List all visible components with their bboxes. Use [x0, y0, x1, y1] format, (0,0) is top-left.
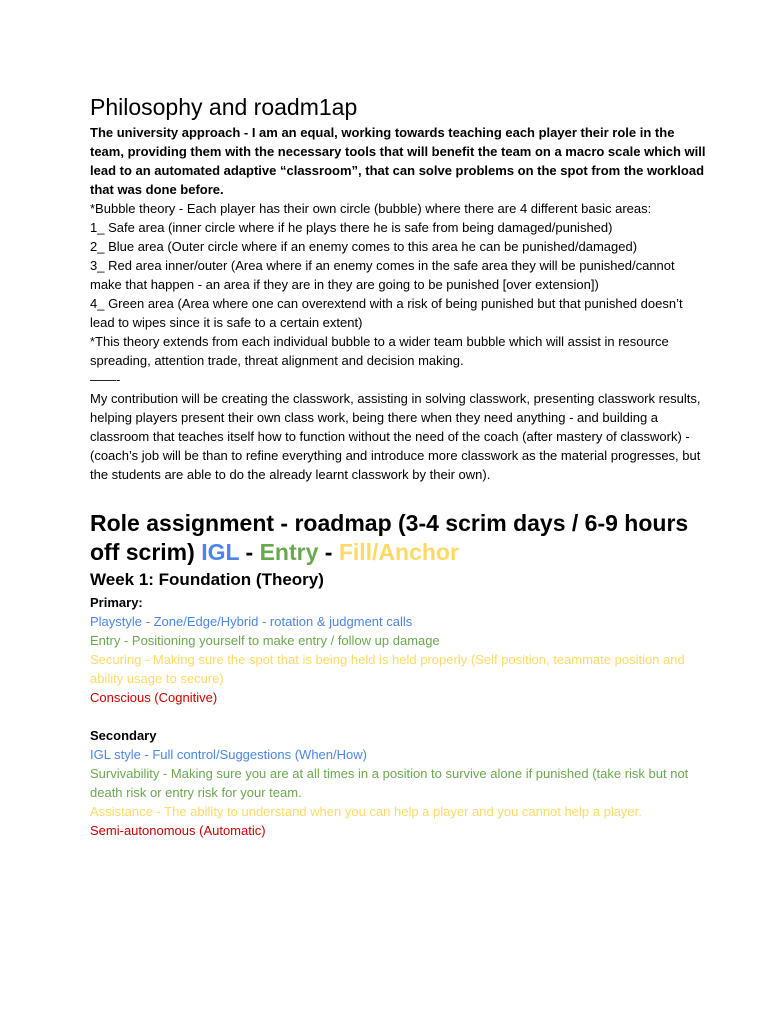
role-separator: -	[318, 539, 339, 565]
section-divider: ——-	[90, 372, 121, 387]
secondary-entry-item: Survivability - Making sure you are at all times in a position to survive alone if punished (take risk but not death risk or entry risk for your team.	[90, 766, 689, 800]
secondary-heading: Secondary	[90, 728, 157, 743]
role-heading-text: Role assignment - roadmap (3-4 scrim days / 6-9 hours off scrim)	[90, 510, 689, 565]
safe-area-item: 1_ Safe area (inner circle where if he plays there he is safe from being damaged/punished)	[90, 220, 613, 235]
role-assignment-section	[90, 509, 708, 840]
primary-heading: Primary:	[90, 595, 143, 610]
intro-statement: The university approach - I am an equal, working towards teaching each player their role in the team, providing them with the necessary tools that will benefit the team on a macro scale which will lead to an automated adaptive “classroom”, that can solve problems on the spot from the workload that was done before.	[90, 125, 706, 197]
green-area-item: 4_ Green area (Area where one can overextend with a risk of being punished but that punished doesn’t lead to wipes since it is safe to a certain extent)	[90, 296, 683, 330]
primary-mode-item: Conscious (Cognitive)	[90, 690, 218, 705]
role-fill-anchor-label: Fill/Anchor	[338, 539, 459, 565]
secondary-mode-item: Semi-autonomous (Automatic)	[90, 823, 266, 838]
secondary-igl-item: IGL style - Full control/Suggestions (When/How)	[90, 747, 367, 762]
secondary-fill-item: Assistance - The ability to understand when you can help a player and you cannot help a player.	[90, 804, 642, 819]
red-area-item: 3_ Red area inner/outer (Area where if an enemy comes in the safe area they will be punished/cannot make that happen - an area if they are in they are going to be punished [over extension])	[90, 258, 675, 292]
primary-fill-item: Securing - Making sure the spot that is being held is held properly (Self position, teammate position and ability usage to secure)	[90, 652, 685, 686]
team-bubble-note: *This theory extends from each individual bubble to a wider team bubble which will assist in resource spreading, attention trade, threat alignment and decision making.	[90, 334, 669, 368]
primary-entry-item: Entry - Positioning yourself to make entry / follow up damage	[90, 633, 440, 648]
role-igl-label: IGL	[201, 539, 240, 565]
page-title: Philosophy and roadm1ap	[90, 94, 358, 120]
contribution-paragraph: My contribution will be creating the classwork, assisting in solving classwork, presenting classwork results, helping players present their own class work, being there when they need anything - and building a classroom that teaches itself how to function without the need of the coach (after mastery of classwork) - (coach’s job will be than to refine everything and introduce more classwork as the material progresses, but the students are able to do the already learnt classwork by their own).	[90, 391, 701, 482]
blue-area-item: 2_ Blue area (Outer circle where if an enemy comes to this area he can be punished/damaged)	[90, 239, 638, 254]
role-assignment-heading	[90, 509, 708, 567]
role-entry-label: Entry	[259, 539, 319, 565]
bubble-theory-intro: *Bubble theory - Each player has their own circle (bubble) where there are 4 different basic areas:	[90, 201, 652, 216]
role-separator: -	[239, 539, 260, 565]
week-heading: Week 1: Foundation (Theory)	[90, 570, 324, 589]
primary-igl-item: Playstyle - Zone/Edge/Hybrid - rotation & judgment calls	[90, 614, 413, 629]
